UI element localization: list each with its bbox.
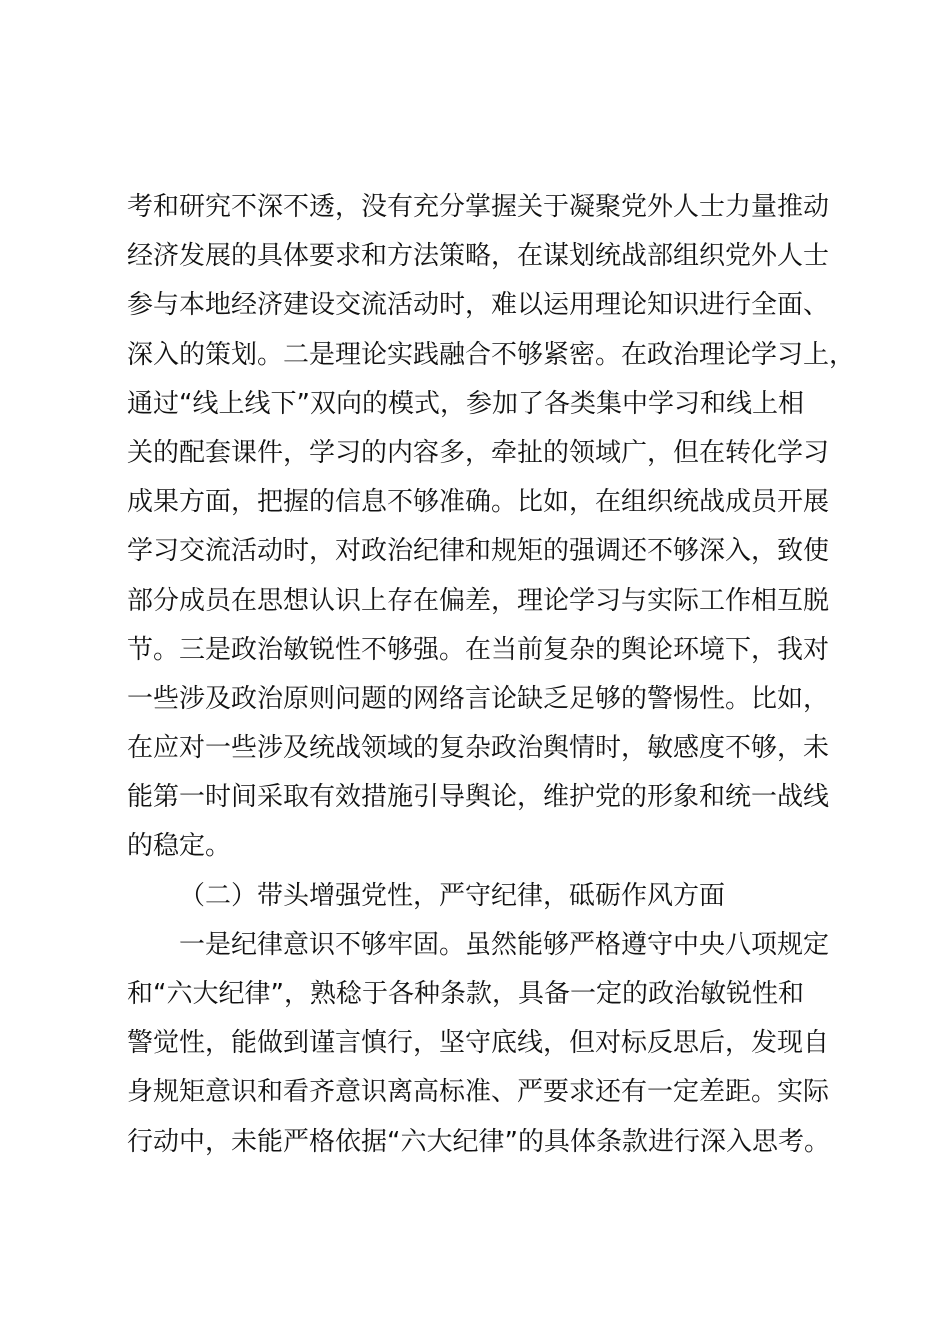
body-line: 的稳定。	[127, 831, 232, 862]
body-line: 一些涉及政治原则问题的网络言论缺乏足够的警惕性。比如，	[127, 683, 830, 714]
section-heading: （二）带头增强党性，严守纪律，砥砺作风方面	[179, 880, 726, 911]
body-line: 行动中，未能严格依据“六大纪律”的具体条款进行深入思考。	[127, 1126, 830, 1157]
document-body	[127, 183, 857, 1167]
body-line: 和“六大纪律”，熟稔于各种条款，具备一定的政治敏锐性和	[127, 979, 804, 1009]
body-line: 成果方面，把握的信息不够准确。比如，在组织统战成员开展	[127, 487, 830, 518]
body-line: 在应对一些涉及统战领域的复杂政治舆情时，敏感度不够，未	[127, 733, 830, 764]
body-line: 通过“线上线下”双向的模式，参加了各类集中学习和线上相	[127, 388, 804, 419]
body-line: 能第一时间采取有效措施引导舆论，维护党的形象和统一战线	[127, 782, 830, 813]
body-line: 经济发展的具体要求和方法策略，在谋划统战部组织党外人士	[127, 241, 830, 272]
body-line: 学习交流活动时，对政治纪律和规矩的强调还不够深入，致使	[127, 536, 830, 567]
body-line: 考和研究不深不透，没有充分掌握关于凝聚党外人士力量推动	[127, 192, 830, 222]
body-line: 参与本地经济建设交流活动时，难以运用理论知识进行全面、	[127, 290, 830, 321]
paragraph-first-line: 一是纪律意识不够牢固。虽然能够严格遵守中央八项规定	[179, 929, 830, 960]
body-line: 关的配套课件，学习的内容多，牵扯的领域广，但在转化学习	[127, 437, 830, 468]
body-line: 深入的策划。二是理论实践融合不够紧密。在政治理论学习上，	[127, 339, 856, 370]
body-line: 身规矩意识和看齐意识离高标准、严要求还有一定差距。实际	[127, 1077, 830, 1108]
body-line: 部分成员在思想认识上存在偏差，理论学习与实际工作相互脱	[127, 585, 830, 616]
body-line: 警觉性，能做到谨言慎行，坚守底线，但对标反思后，发现自	[127, 1028, 830, 1059]
body-line: 节。三是政治敏锐性不够强。在当前复杂的舆论环境下，我对	[127, 634, 830, 665]
